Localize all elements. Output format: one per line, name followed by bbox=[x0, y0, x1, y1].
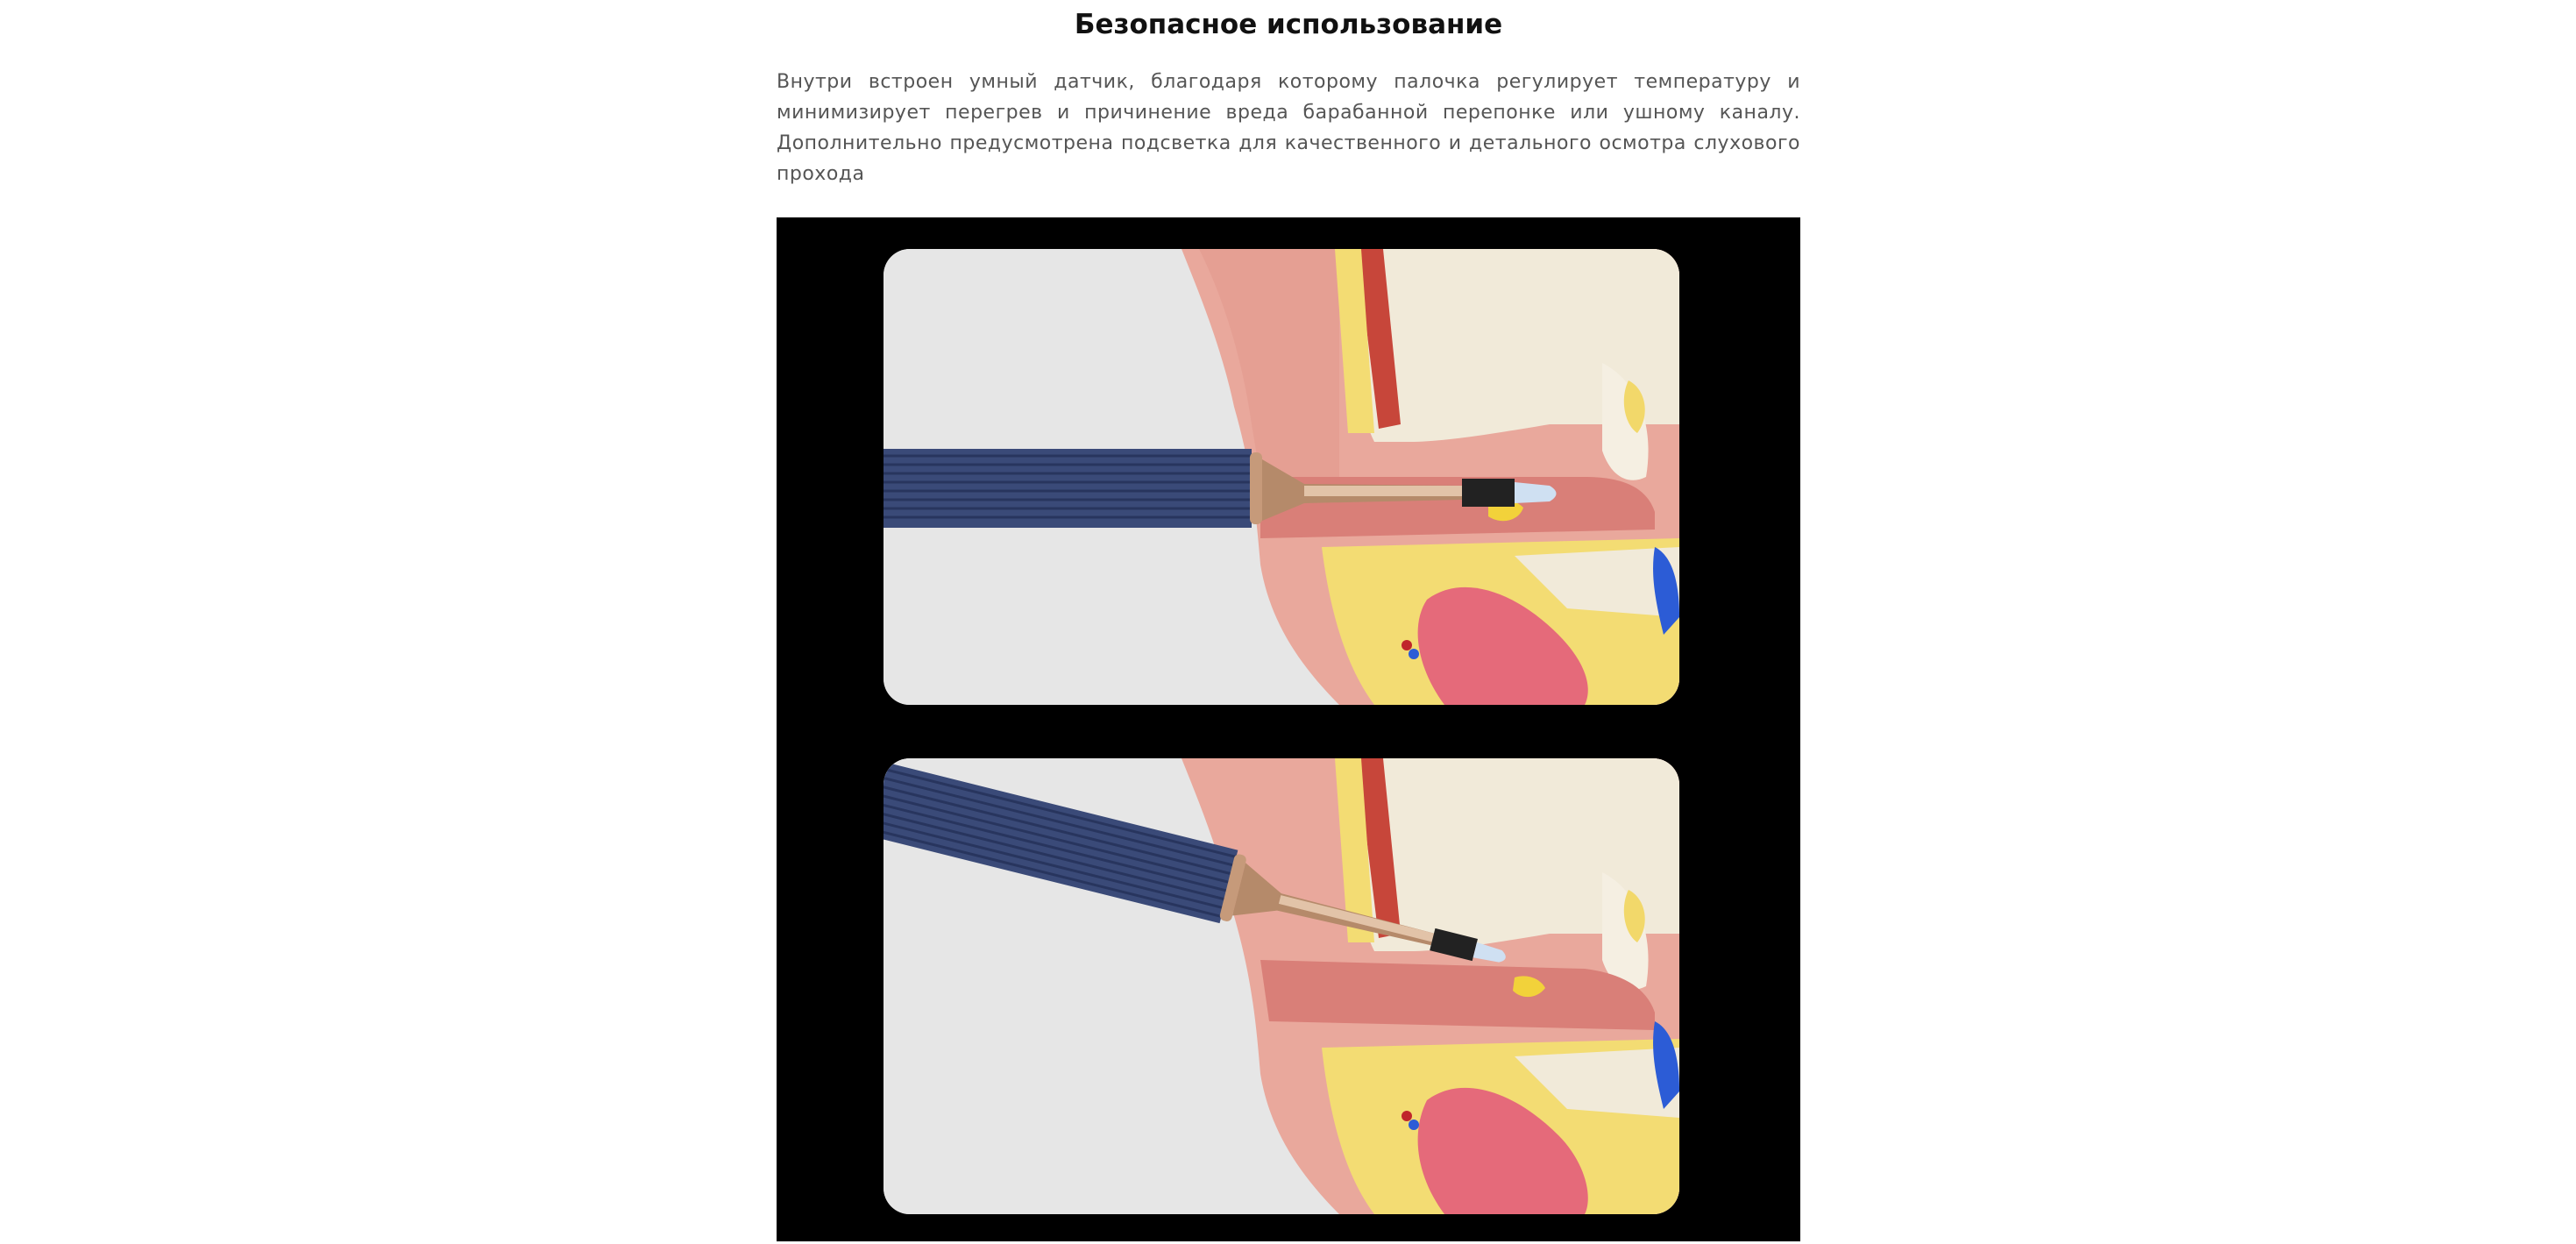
ear-cross-section-2 bbox=[884, 758, 1679, 1214]
product-illustration bbox=[777, 217, 1800, 1241]
ear-cross-section-1 bbox=[884, 249, 1679, 705]
section-title: Безопасное использование bbox=[1074, 9, 1503, 40]
section-description: Внутри встроен умный датчик, благодаря которому палочка регулирует температуру и минимизирует перегрев и причинение вреда барабанной перепонке или ушному каналу. Дополнительно предусмотрена подсветка для качественного и детального осмотра слухового прохода bbox=[777, 71, 1800, 185]
content-section bbox=[777, 0, 1800, 189]
ear-illustration-angled bbox=[884, 758, 1679, 1214]
ear-illustration-straight bbox=[884, 249, 1679, 705]
